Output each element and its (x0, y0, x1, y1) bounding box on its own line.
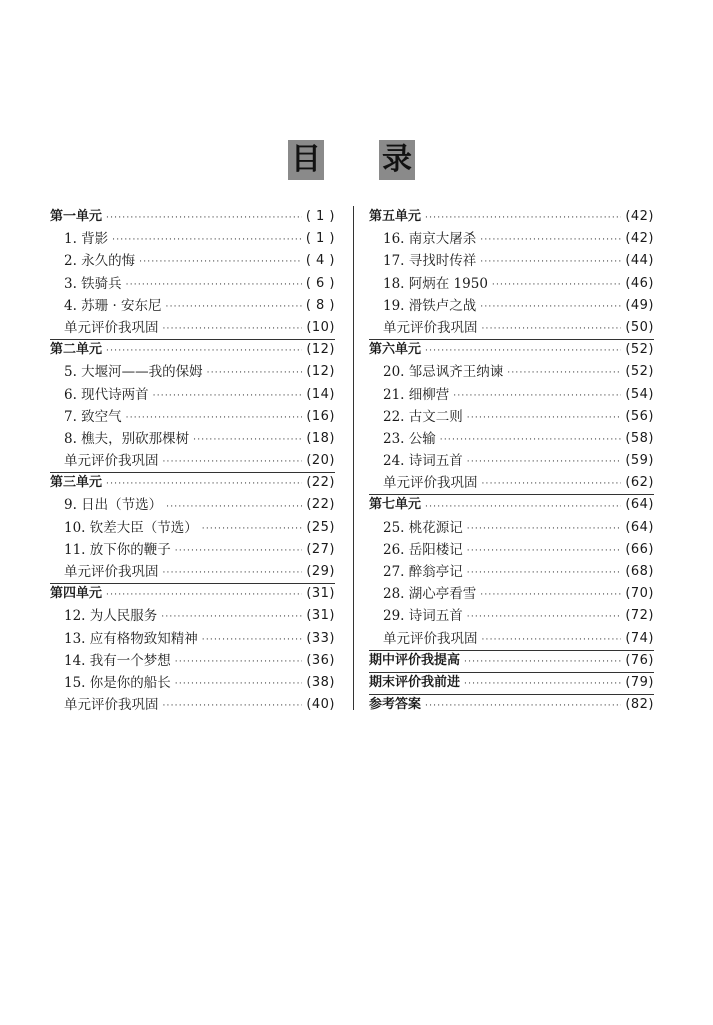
toc-entry-title: 11. 放下你的鞭子 (64, 541, 171, 558)
toc-entry-title: 10. 钦差大臣（节选） (64, 519, 198, 536)
leader-dots (163, 694, 303, 716)
toc-entry-title: 14. 我有一个梦想 (64, 652, 171, 669)
toc-entry-lesson[interactable] (369, 517, 654, 539)
leader-dots (467, 450, 622, 472)
toc-entry-exam[interactable] (369, 650, 654, 672)
toc-entry-review[interactable] (369, 472, 654, 494)
toc-entry-title: 第五单元 (369, 209, 422, 224)
toc-entry-title: 16. 南京大屠杀 (383, 231, 477, 248)
toc-entry-page: ( 1 ) (305, 209, 335, 224)
toc-entry-review[interactable] (50, 694, 335, 716)
toc-entry-page: (54) (625, 386, 654, 402)
toc-entry-title: 9. 日出（节选） (64, 497, 163, 514)
toc-entry-page: (64) (625, 497, 654, 513)
leader-dots (440, 428, 622, 450)
toc-entry-page: (76) (625, 652, 654, 668)
toc-entry-title: 2. 永久的悔 (64, 253, 136, 270)
toc-entry-page: (16) (306, 408, 335, 424)
toc-entry-lesson[interactable] (369, 539, 654, 561)
toc-entry-page: (31) (306, 608, 335, 624)
title-char-2: 录 (379, 140, 415, 180)
leader-dots (106, 472, 302, 494)
leader-dots (175, 539, 303, 561)
toc-entry-title: 参考答案 (369, 697, 422, 713)
leader-dots (480, 295, 621, 317)
toc-entry-page: (27) (306, 541, 335, 557)
toc-entry-title: 7. 致空气 (64, 408, 122, 425)
toc-entry-unit[interactable] (50, 583, 335, 605)
toc-entry-lesson[interactable] (369, 605, 654, 627)
toc-entry-title: 23. 公输 (383, 430, 436, 447)
leader-dots (482, 472, 622, 494)
toc-entry-unit[interactable] (369, 206, 654, 228)
toc-entry-page: (62) (625, 475, 654, 491)
toc-entry-title: 12. 为人民服务 (64, 608, 158, 625)
leader-dots (163, 317, 303, 339)
toc-entry-page: (36) (306, 652, 335, 668)
toc-entry-unit[interactable] (50, 206, 335, 228)
toc-entry-lesson[interactable] (50, 672, 335, 694)
toc-entry-page: (22) (306, 497, 335, 513)
toc-entry-title: 单元评价我巩固 (383, 319, 478, 336)
leader-dots (163, 561, 303, 583)
toc-entry-page: (82) (625, 697, 654, 713)
toc-entry-title: 4. 苏珊 · 安东尼 (64, 297, 162, 314)
toc-entry-page: (66) (625, 541, 654, 557)
toc-entry-lesson[interactable] (50, 228, 335, 250)
toc-entry-page: (42) (625, 231, 654, 247)
toc-entry-title: 27. 醉翁亭记 (383, 564, 463, 580)
toc-entry-lesson[interactable] (369, 228, 654, 250)
toc-entry-unit[interactable] (369, 494, 654, 516)
toc-entry-page: (50) (625, 319, 654, 335)
leader-dots (492, 273, 621, 295)
toc-entry-title: 25. 桃花源记 (383, 519, 463, 536)
toc-entry-review[interactable] (50, 561, 335, 583)
toc-entry-title: 24. 诗词五首 (383, 453, 463, 470)
toc-entry-title: 第七单元 (369, 497, 422, 513)
toc-entry-page: (52) (625, 342, 654, 358)
toc-entry-title: 期中评价我提高 (369, 652, 461, 668)
leader-dots (126, 273, 302, 295)
leader-dots (467, 561, 622, 583)
toc-entry-page: (20) (306, 453, 335, 469)
toc-entry-page: (52) (625, 364, 654, 380)
leader-dots (464, 672, 621, 694)
toc-entry-lesson[interactable] (369, 561, 654, 583)
leader-dots (507, 361, 621, 383)
toc-entry-lesson[interactable] (369, 273, 654, 295)
toc-entry-title: 20. 邹忌讽齐王纳谏 (383, 364, 504, 381)
toc-entry-title: 21. 细柳营 (383, 386, 450, 403)
toc-entry-unit[interactable] (50, 339, 335, 361)
toc-entry-title: 17. 寻找时传祥 (383, 253, 477, 270)
toc-entry-title: 19. 滑铁卢之战 (383, 297, 477, 314)
page-title (0, 140, 713, 182)
leader-dots (464, 650, 621, 672)
leader-dots (425, 206, 621, 228)
toc-entry-page: ( 6 ) (305, 275, 335, 291)
toc-entry-title: 第三单元 (50, 475, 103, 491)
toc-entry-title: 13. 应有格物致知精神 (64, 630, 198, 647)
leader-dots (161, 605, 302, 627)
toc-entry-review[interactable] (50, 317, 335, 339)
section-rule (369, 694, 654, 695)
section-rule (50, 472, 335, 473)
leader-dots (202, 628, 303, 650)
toc-entry-lesson[interactable] (369, 384, 654, 406)
toc-entry-title: 第四单元 (50, 586, 103, 602)
toc-entry-title: 29. 诗词五首 (383, 608, 463, 625)
leader-dots (467, 539, 622, 561)
toc-entry-lesson[interactable] (369, 250, 654, 272)
toc-entry-lesson[interactable] (50, 494, 335, 516)
leader-dots (193, 428, 302, 450)
toc-entry-lesson[interactable] (369, 406, 654, 428)
toc-entry-lesson[interactable] (50, 517, 335, 539)
toc-entry-title: 单元评价我巩固 (64, 453, 159, 470)
toc-entry-page: (59) (625, 453, 654, 469)
toc-entry-page: (70) (625, 586, 654, 602)
toc-right-column (369, 206, 654, 716)
toc-entry-title: 第六单元 (369, 342, 422, 358)
toc-entry-page: (42) (625, 209, 654, 224)
leader-dots (425, 694, 621, 716)
toc-entry-page: (18) (306, 430, 335, 446)
toc-entry-title: 22. 古文二则 (383, 408, 463, 425)
section-rule (50, 583, 335, 584)
leader-dots (153, 384, 303, 406)
toc-entry-page: (31) (306, 586, 335, 602)
toc-entry-lesson[interactable] (369, 295, 654, 317)
leader-dots (467, 406, 622, 428)
toc-entry-title: 26. 岳阳楼记 (383, 541, 463, 558)
toc-entry-lesson[interactable] (369, 428, 654, 450)
leader-dots (482, 628, 622, 650)
leader-dots (175, 650, 303, 672)
toc-entry-title: 单元评价我巩固 (383, 630, 478, 647)
toc-entry-lesson[interactable] (50, 361, 335, 383)
leader-dots (166, 295, 302, 317)
leader-dots (207, 361, 303, 383)
toc-entry-lesson[interactable] (50, 384, 335, 406)
toc-entry-page: (12) (306, 364, 335, 380)
toc-entry-page: (68) (625, 564, 654, 579)
section-rule (369, 339, 654, 340)
toc-entry-title: 单元评价我巩固 (383, 475, 478, 492)
leader-dots (163, 450, 303, 472)
leader-dots (106, 206, 302, 228)
leader-dots (166, 495, 302, 517)
toc-entry-title: 15. 你是你的船长 (64, 674, 171, 691)
section-rule (369, 494, 654, 495)
toc-entry-page: (44) (625, 253, 654, 269)
toc-entry-title: 第一单元 (50, 209, 103, 224)
toc-entry-lesson[interactable] (50, 273, 335, 295)
toc-entry-page: (79) (625, 674, 654, 690)
leader-dots (112, 228, 302, 250)
leader-dots (126, 406, 303, 428)
leader-dots (106, 339, 302, 361)
toc-entry-page: (46) (625, 275, 654, 291)
leader-dots (139, 250, 302, 272)
toc-entry-page: (29) (306, 564, 335, 579)
toc-entry-page: (33) (306, 630, 335, 646)
toc-entry-exam[interactable] (369, 694, 654, 716)
toc-entry-lesson[interactable] (50, 539, 335, 561)
toc-entry-page: ( 1 ) (305, 231, 335, 247)
leader-dots (202, 517, 303, 539)
toc-entry-page: ( 4 ) (305, 253, 335, 269)
leader-dots (425, 495, 621, 517)
toc-entry-lesson[interactable] (369, 450, 654, 472)
toc-entry-page: (64) (625, 519, 654, 535)
toc-entry-lesson[interactable] (50, 406, 335, 428)
toc-entry-title: 单元评价我巩固 (64, 697, 159, 714)
toc-entry-page: (74) (625, 630, 654, 646)
toc-entry-title: 期末评价我前进 (369, 674, 461, 690)
toc-entry-page: (12) (306, 342, 335, 358)
toc-entry-lesson[interactable] (50, 628, 335, 650)
toc-entry-page: (38) (306, 674, 335, 690)
toc-entry-page: (40) (306, 697, 335, 713)
toc-entry-title: 28. 湖心亭看雪 (383, 586, 477, 603)
leader-dots (480, 583, 621, 605)
toc-entry-title: 3. 铁骑兵 (64, 275, 122, 292)
toc-entry-page: (56) (625, 408, 654, 424)
leader-dots (467, 517, 622, 539)
toc-entry-page: ( 8 ) (305, 297, 335, 313)
toc-entry-page: (72) (625, 608, 654, 624)
toc-entry-lesson[interactable] (50, 428, 335, 450)
section-rule (369, 672, 654, 673)
leader-dots (467, 605, 622, 627)
leader-dots (106, 583, 302, 605)
toc-entry-lesson[interactable] (50, 650, 335, 672)
toc-entry-title: 8. 樵夫，别砍那棵树 (64, 430, 190, 447)
toc-entry-page: (10) (306, 319, 335, 335)
toc-entry-title: 18. 阿炳在 1950 (383, 275, 488, 292)
toc-entry-title: 单元评价我巩固 (64, 319, 159, 336)
toc-entry-title: 单元评价我巩固 (64, 564, 159, 580)
toc-entry-page: (22) (306, 475, 335, 491)
toc-entry-lesson[interactable] (369, 361, 654, 383)
toc-entry-page: (25) (306, 519, 335, 535)
toc-entry-exam[interactable] (369, 672, 654, 694)
toc-entry-unit[interactable] (50, 472, 335, 494)
leader-dots (425, 339, 621, 361)
toc-entry-review[interactable] (369, 628, 654, 650)
toc-left-column (50, 206, 335, 716)
toc-entry-title: 5. 大堰河——我的保姆 (64, 364, 203, 381)
leader-dots (482, 317, 622, 339)
toc-entry-page: (14) (306, 386, 335, 402)
leader-dots (480, 250, 621, 272)
leader-dots (175, 672, 303, 694)
title-char-1: 目 (288, 140, 324, 180)
toc-entry-page: (49) (625, 297, 654, 313)
toc-entry-review[interactable] (369, 317, 654, 339)
leader-dots (453, 384, 621, 406)
toc-entry-review[interactable] (50, 450, 335, 472)
toc-entry-title: 第二单元 (50, 342, 103, 358)
column-divider (353, 206, 354, 710)
toc-entry-title: 6. 现代诗两首 (64, 386, 149, 403)
section-rule (369, 650, 654, 651)
toc-entry-page: (58) (625, 430, 654, 446)
toc-entry-lesson[interactable] (369, 583, 654, 605)
toc-entry-lesson[interactable] (50, 295, 335, 317)
leader-dots (480, 228, 621, 250)
toc-entry-lesson[interactable] (50, 605, 335, 627)
toc-entry-title: 1. 背影 (64, 231, 109, 248)
toc-entry-lesson[interactable] (50, 250, 335, 272)
toc-entry-unit[interactable] (369, 339, 654, 361)
section-rule (50, 339, 335, 340)
